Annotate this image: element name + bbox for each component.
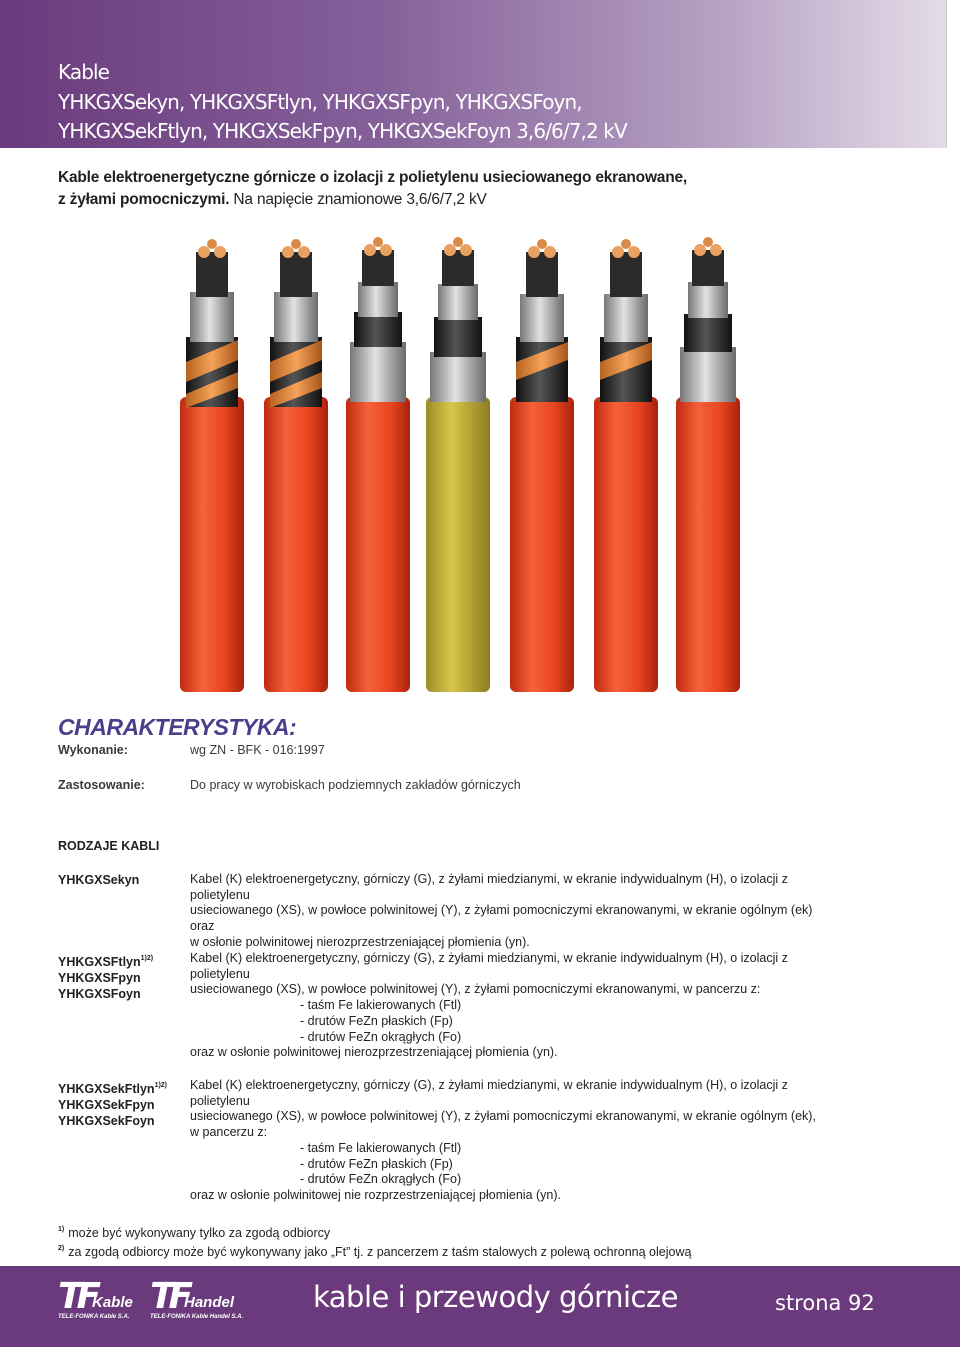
title-line-3: YHKGXSekFtlyn, YHKGXSekFpyn, YHKGXSekFoyn 3,6/6/7,2 kV [58,119,627,143]
desc-line: w pancerzu z: [190,1125,268,1140]
subtitle [58,167,758,211]
footnote-text: może być wykonywany tylko za zgodą odbiorcy [68,1226,331,1240]
type-group-1-desc [190,872,830,951]
type-group-3-names [58,1078,167,1129]
footnote-2 [58,1241,691,1260]
execution-value: wg ZN - BFK - 016:1997 [190,743,325,757]
logo-mark: TF [150,1276,188,1317]
cable-3 [346,237,410,692]
header-corner [946,0,960,148]
logo-subtitle: TELE-FONIKA Kable S.A. [58,1314,130,1320]
type-name-text: YHKGXSFtlyn [58,955,141,969]
desc-line: usieciowanego (XS), w powłoce polwinitowej (Y), z żyłami pomocniczymi ekranowanymi, w pancerzu z: [190,982,761,997]
desc-line: Kabel (K) elektroenergetyczny, górniczy (G), z żyłami miedzianymi, w ekranie indywidualnym (H), o izolacji z polietylenu [190,1078,788,1108]
type-group-3-desc [190,1078,830,1204]
logo-tf-kable [58,1276,138,1322]
page-number: strona 92 [775,1291,875,1315]
footnote-mark: 1)2) [154,1082,168,1089]
desc-list-item: - drutów FeZn płaskich (Fp) [300,1013,453,1028]
desc-line: Kabel (K) elektroenergetyczny, górniczy (G), z żyłami miedzianymi, w ekranie indywidualnym (H), o izolacji z polietylenu [190,951,788,981]
logo-tf-handel [150,1276,250,1322]
desc-line: w osłonie polwinitowej nierozprzestrzeniającej płomienia (yn). [190,934,530,949]
characteristics-heading: CHARAKTERYSTYKA: [58,714,297,740]
desc-line: usieciowanego (XS), w powłoce polwinitowej (Y), z żyłami pomocniczymi ekranowanymi, w ekranie ogólnym (ek), [190,1109,816,1124]
title-line-2: YHKGXSekyn, YHKGXSFtlyn, YHKGXSFpyn, YHKGXSFoyn, [58,89,582,114]
desc-list-item: - taśm Fe lakierowanych (Ftl) [300,998,462,1013]
type-name: YHKGXSekFpyn [58,1098,155,1112]
application-value: Do pracy w wyrobiskach podziemnych zakładów górniczych [190,778,521,792]
logo-subtitle: TELE-FONIKA Kable Handel S.A. [150,1314,244,1320]
desc-line: Kabel (K) elektroenergetyczny, górniczy (G), z żyłami miedzianymi, w ekranie indywidualnym (H), o izolacji z polietylenu [190,872,788,902]
type-name [58,1078,167,1097]
type-name: YHKGXSFoyn [58,987,141,1001]
logo-word: Kable [92,1294,133,1311]
type-name-text: YHKGXSekFtlyn [58,1082,155,1096]
desc-list-item: - taśm Fe lakierowanych (Ftl) [300,1140,462,1155]
type-group-2-names [58,951,153,1002]
footnote-text: za zgodą odbiorcy może być wykonywany jako „Ft” tj. z pancerzem z taśm stalowych z polewą ochronną olejową [68,1245,692,1259]
desc-line: oraz w osłonie polwinitowej nie rozprzestrzeniającej płomienia (yn). [190,1187,562,1202]
subtitle-normal: Na napięcie znamionowe 3,6/6/7,2 kV [229,191,487,208]
application-label: Zastosowanie: [58,778,145,792]
subtitle-line-1: Kable elektroenergetyczne górnicze o izolacji z polietylenu usieciowanego ekranowane, [58,169,688,186]
cable-types-heading: RODZAJE KABLI [58,839,160,853]
cable-photo [180,222,760,692]
desc-line: usieciowanego (XS), w powłoce polwinitowej (Y), z żyłami pomocniczymi ekranowanymi, w ekranie ogólnym (ek) oraz [190,903,813,934]
desc-line: oraz w osłonie polwinitowej nierozprzestrzeniającej płomienia (yn). [190,1045,558,1060]
cable-4 [426,237,490,692]
type-name: YHKGXSFpyn [58,971,141,985]
desc-list-item: - drutów FeZn okrągłych (Fo) [300,1029,462,1044]
cable-6 [594,239,658,692]
footnote-mark: 2) [58,1245,65,1252]
footnotes [58,1222,691,1260]
logo-mark: TF [58,1276,96,1317]
type-group-1-names [58,872,139,888]
desc-list-item: - drutów FeZn okrągłych (Fo) [300,1172,462,1187]
cable-1 [180,239,244,692]
footnote-mark: 1)2) [140,955,154,962]
type-name [58,951,153,970]
footnote-mark: 1) [58,1226,65,1233]
execution-label: Wykonanie: [58,743,128,757]
cable-7 [676,237,740,692]
footnote-1 [58,1222,691,1241]
desc-list-item: - drutów FeZn płaskich (Fp) [300,1156,453,1171]
subtitle-line-2 [58,189,758,211]
footer-title: kable i przewody górnicze [313,1280,679,1314]
cable-2 [264,239,328,692]
cable-5 [510,239,574,692]
type-name: YHKGXSekyn [58,873,140,887]
logo-word: Handel [184,1294,235,1311]
type-name: YHKGXSekFoyn [58,1114,155,1128]
type-group-2-desc [190,951,830,1061]
subtitle-bold: z żyłami pomocniczymi. [58,191,230,208]
page-title [58,58,627,147]
title-line-1: Kable [58,60,110,84]
